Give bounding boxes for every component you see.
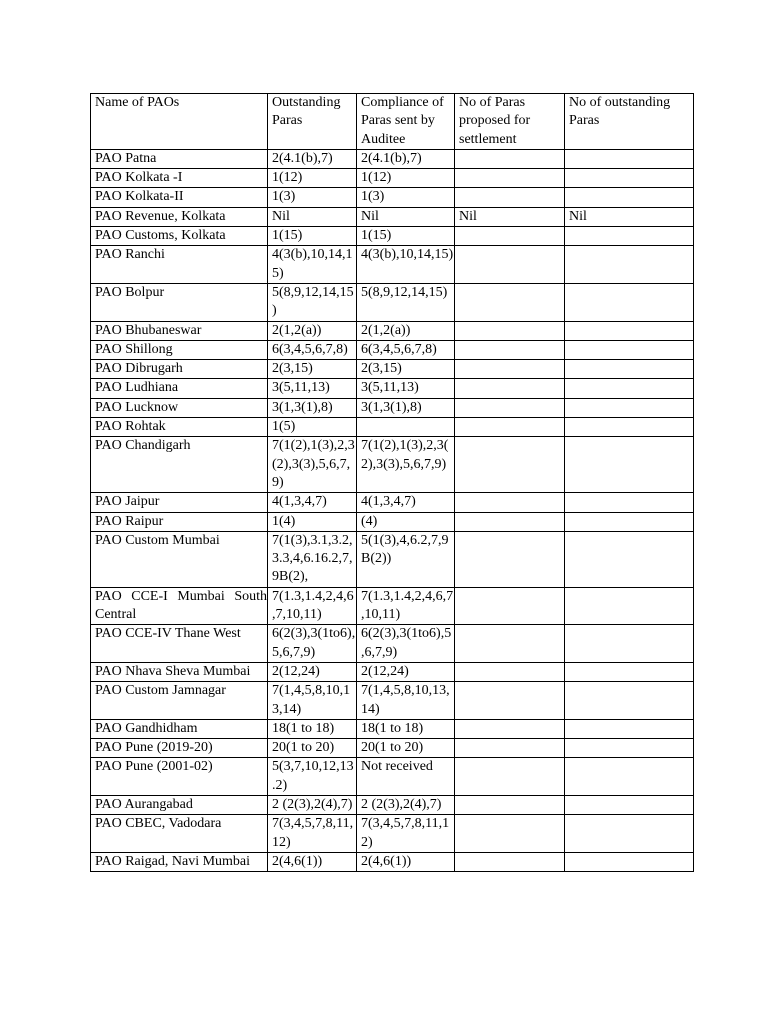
outstanding-count-cell (565, 169, 694, 188)
table-row (91, 246, 694, 284)
table-row (91, 758, 694, 796)
header-outstanding-paras: Outstanding Paras (268, 94, 357, 150)
paras-proposed-cell (455, 379, 565, 398)
paras-proposed-cell: Nil (455, 207, 565, 226)
outstanding-paras-cell: 7(3,4,5,7,8,11,12) (268, 815, 357, 853)
pao-name-cell: PAO CCE-IV Thane West (91, 625, 268, 663)
outstanding-count-cell (565, 340, 694, 359)
table-row (91, 379, 694, 398)
pao-name-cell: PAO CBEC, Vadodara (91, 815, 268, 853)
outstanding-paras-cell: 7(1(3),3.1,3.2,3.3,4,6.16.2,7,9B(2), (268, 531, 357, 587)
pao-name-cell: PAO Bhubaneswar (91, 321, 268, 340)
pao-name-cell: PAO Pune (2019-20) (91, 739, 268, 758)
compliance-paras-cell: 1(3) (357, 188, 455, 207)
paras-proposed-cell (455, 662, 565, 681)
outstanding-count-cell (565, 739, 694, 758)
paras-proposed-cell (455, 169, 565, 188)
compliance-paras-cell: 4(1,3,4,7) (357, 493, 455, 512)
table-row (91, 169, 694, 188)
outstanding-paras-cell: 20(1 to 20) (268, 739, 357, 758)
outstanding-count-cell (565, 379, 694, 398)
pao-name-cell: PAO Chandigarh (91, 437, 268, 493)
table-row (91, 227, 694, 246)
paras-proposed-cell (455, 360, 565, 379)
outstanding-paras-cell: 5(8,9,12,14,15) (268, 283, 357, 321)
outstanding-count-cell (565, 246, 694, 284)
outstanding-count-cell (565, 852, 694, 871)
compliance-paras-cell: 7(1,4,5,8,10,13,14) (357, 682, 455, 720)
compliance-paras-cell: Nil (357, 207, 455, 226)
pao-paras-table (90, 93, 694, 872)
outstanding-paras-cell: 1(12) (268, 169, 357, 188)
pao-name-cell: PAO Bolpur (91, 283, 268, 321)
table-row (91, 662, 694, 681)
outstanding-count-cell (565, 815, 694, 853)
compliance-paras-cell: 5(1(3),4,6.2,7,9B(2)) (357, 531, 455, 587)
compliance-paras-cell (357, 418, 455, 437)
header-name-of-paos: Name of PAOs (91, 94, 268, 150)
pao-name-cell: PAO Raipur (91, 512, 268, 531)
compliance-paras-cell: 2(4,6(1)) (357, 852, 455, 871)
pao-name-cell: PAO Shillong (91, 340, 268, 359)
outstanding-count-cell (565, 531, 694, 587)
paras-proposed-cell (455, 795, 565, 814)
outstanding-paras-cell: 6(3,4,5,6,7,8) (268, 340, 357, 359)
compliance-paras-cell: 2 (2(3),2(4),7) (357, 795, 455, 814)
outstanding-paras-cell: 7(1(2),1(3),2,3(2),3(3),5,6,7,9) (268, 437, 357, 493)
pao-name-cell: PAO Pune (2001-02) (91, 758, 268, 796)
pao-name-cell: PAO Dibrugarh (91, 360, 268, 379)
table-body (91, 94, 694, 872)
outstanding-paras-cell: 2(1,2(a)) (268, 321, 357, 340)
compliance-paras-cell: 6(2(3),3(1to6),5,6,7,9) (357, 625, 455, 663)
pao-name-cell: PAO Customs, Kolkata (91, 227, 268, 246)
outstanding-count-cell (565, 283, 694, 321)
table-row (91, 207, 694, 226)
paras-proposed-cell (455, 682, 565, 720)
compliance-paras-cell: 7(1.3,1.4,2,4,6,7,10,11) (357, 587, 455, 625)
outstanding-paras-cell: 1(3) (268, 188, 357, 207)
table-row (91, 815, 694, 853)
table-row (91, 149, 694, 168)
table-row (91, 493, 694, 512)
pao-name-cell: PAO Custom Jamnagar (91, 682, 268, 720)
outstanding-paras-cell: 4(3(b),10,14,15) (268, 246, 357, 284)
paras-proposed-cell (455, 852, 565, 871)
outstanding-count-cell (565, 418, 694, 437)
compliance-paras-cell: 7(1(2),1(3),2,3(2),3(3),5,6,7,9) (357, 437, 455, 493)
paras-proposed-cell (455, 531, 565, 587)
outstanding-count-cell: Nil (565, 207, 694, 226)
outstanding-count-cell (565, 587, 694, 625)
compliance-paras-cell: 1(15) (357, 227, 455, 246)
pao-name-cell: PAO Nhava Sheva Mumbai (91, 662, 268, 681)
paras-proposed-cell (455, 149, 565, 168)
table-row (91, 795, 694, 814)
outstanding-paras-cell: 4(1,3,4,7) (268, 493, 357, 512)
outstanding-paras-cell: 18(1 to 18) (268, 719, 357, 738)
table-row (91, 682, 694, 720)
pao-name-cell: PAO Aurangabad (91, 795, 268, 814)
outstanding-paras-cell: 1(15) (268, 227, 357, 246)
outstanding-paras-cell: 3(1,3(1),8) (268, 398, 357, 417)
outstanding-paras-cell: 2 (2(3),2(4),7) (268, 795, 357, 814)
paras-proposed-cell (455, 719, 565, 738)
compliance-paras-cell: 2(1,2(a)) (357, 321, 455, 340)
paras-proposed-cell (455, 398, 565, 417)
outstanding-paras-cell: 2(3,15) (268, 360, 357, 379)
paras-proposed-cell (455, 340, 565, 359)
outstanding-count-cell (565, 795, 694, 814)
outstanding-count-cell (565, 149, 694, 168)
pao-name-cell: PAO Custom Mumbai (91, 531, 268, 587)
header-outstanding-paras-count: No of outstanding Paras (565, 94, 694, 150)
table-row (91, 739, 694, 758)
table-row (91, 418, 694, 437)
pao-name-cell: PAO Revenue, Kolkata (91, 207, 268, 226)
compliance-paras-cell: 3(5,11,13) (357, 379, 455, 398)
compliance-paras-cell: 4(3(b),10,14,15) (357, 246, 455, 284)
compliance-paras-cell: (4) (357, 512, 455, 531)
outstanding-count-cell (565, 662, 694, 681)
outstanding-count-cell (565, 227, 694, 246)
paras-proposed-cell (455, 321, 565, 340)
outstanding-count-cell (565, 493, 694, 512)
outstanding-count-cell (565, 719, 694, 738)
outstanding-count-cell (565, 437, 694, 493)
table-row (91, 398, 694, 417)
compliance-paras-cell: 3(1,3(1),8) (357, 398, 455, 417)
outstanding-paras-cell: 5(3,7,10,12,13.2) (268, 758, 357, 796)
paras-proposed-cell (455, 188, 565, 207)
table-row (91, 852, 694, 871)
outstanding-paras-cell: 6(2(3),3(1to6),5,6,7,9) (268, 625, 357, 663)
pao-name-cell: PAO Raigad, Navi Mumbai (91, 852, 268, 871)
paras-proposed-cell (455, 283, 565, 321)
compliance-paras-cell: 5(8,9,12,14,15) (357, 283, 455, 321)
pao-name-cell: PAO Gandhidham (91, 719, 268, 738)
paras-proposed-cell (455, 625, 565, 663)
outstanding-count-cell (565, 188, 694, 207)
outstanding-paras-cell: Nil (268, 207, 357, 226)
table-row (91, 437, 694, 493)
table-row (91, 587, 694, 625)
outstanding-count-cell (565, 360, 694, 379)
paras-proposed-cell (455, 758, 565, 796)
table-row (91, 340, 694, 359)
outstanding-paras-cell: 7(1,4,5,8,10,13,14) (268, 682, 357, 720)
outstanding-count-cell (565, 625, 694, 663)
outstanding-paras-cell: 2(4.1(b),7) (268, 149, 357, 168)
paras-proposed-cell (455, 587, 565, 625)
outstanding-paras-cell: 1(5) (268, 418, 357, 437)
paras-proposed-cell (455, 227, 565, 246)
pao-name-cell: PAO CCE-I Mumbai South Central (91, 587, 268, 625)
table-row (91, 625, 694, 663)
compliance-paras-cell: 20(1 to 20) (357, 739, 455, 758)
table-row (91, 321, 694, 340)
compliance-paras-cell: 7(3,4,5,7,8,11,12) (357, 815, 455, 853)
outstanding-count-cell (565, 321, 694, 340)
pao-name-cell: PAO Jaipur (91, 493, 268, 512)
pao-name-cell: PAO Lucknow (91, 398, 268, 417)
compliance-paras-cell: 6(3,4,5,6,7,8) (357, 340, 455, 359)
table-row (91, 188, 694, 207)
paras-proposed-cell (455, 418, 565, 437)
pao-name-cell: PAO Kolkata -I (91, 169, 268, 188)
outstanding-paras-cell: 7(1.3,1.4,2,4,6,7,10,11) (268, 587, 357, 625)
compliance-paras-cell: 2(12,24) (357, 662, 455, 681)
compliance-paras-cell: 1(12) (357, 169, 455, 188)
outstanding-paras-cell: 2(4,6(1)) (268, 852, 357, 871)
header-row (91, 94, 694, 150)
pao-name-cell: PAO Ranchi (91, 246, 268, 284)
paras-proposed-cell (455, 739, 565, 758)
outstanding-count-cell (565, 398, 694, 417)
outstanding-count-cell (565, 512, 694, 531)
table-row (91, 283, 694, 321)
pao-name-cell: PAO Rohtak (91, 418, 268, 437)
pao-name-cell: PAO Kolkata-II (91, 188, 268, 207)
compliance-paras-cell: Not received (357, 758, 455, 796)
pao-name-cell: PAO Ludhiana (91, 379, 268, 398)
header-paras-proposed-settlement: No of Paras proposed for settlement (455, 94, 565, 150)
header-compliance-paras: Compliance of Paras sent by Auditee (357, 94, 455, 150)
paras-proposed-cell (455, 437, 565, 493)
compliance-paras-cell: 18(1 to 18) (357, 719, 455, 738)
paras-proposed-cell (455, 246, 565, 284)
outstanding-count-cell (565, 758, 694, 796)
paras-proposed-cell (455, 512, 565, 531)
compliance-paras-cell: 2(3,15) (357, 360, 455, 379)
outstanding-paras-cell: 2(12,24) (268, 662, 357, 681)
pao-name-cell: PAO Patna (91, 149, 268, 168)
paras-proposed-cell (455, 493, 565, 512)
compliance-paras-cell: 2(4.1(b),7) (357, 149, 455, 168)
table-row (91, 719, 694, 738)
table-row (91, 512, 694, 531)
table-row (91, 531, 694, 587)
outstanding-count-cell (565, 682, 694, 720)
table-row (91, 360, 694, 379)
outstanding-paras-cell: 3(5,11,13) (268, 379, 357, 398)
paras-proposed-cell (455, 815, 565, 853)
outstanding-paras-cell: 1(4) (268, 512, 357, 531)
